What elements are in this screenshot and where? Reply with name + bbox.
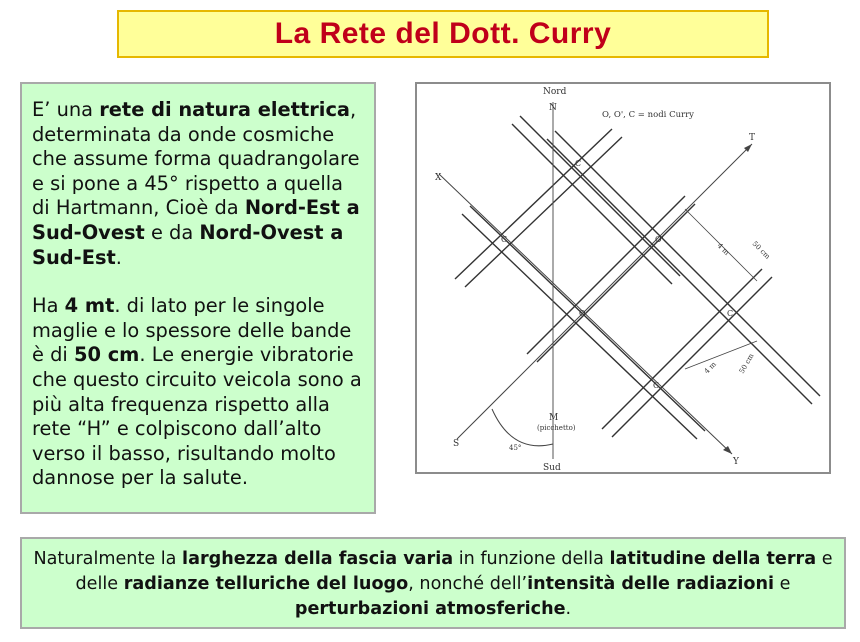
dim-4m-2: 4 m <box>702 360 718 376</box>
south-label: Sud <box>543 463 561 472</box>
curry-grid-diagram <box>415 82 831 474</box>
bold-text-run: latitudine della terra <box>609 549 817 569</box>
grid-lines <box>455 116 820 439</box>
band-ne-sw-1-a <box>455 129 612 279</box>
dim-50cm-2: 50 cm <box>737 352 756 375</box>
page-title: La Rete del Dott. Curry <box>274 17 612 50</box>
text-run: e <box>774 574 791 594</box>
band-nw-se-3-b <box>555 131 820 396</box>
text-run: . Le energie vibratorie che questo circuito veicola sono a più alta frequenza rispetto alla rete “H” e colpiscono dall’alto verso il basso, risultando molto dannose per la salute. <box>32 343 362 490</box>
text-run: E’ una <box>32 98 100 121</box>
text-run: . <box>565 599 572 619</box>
dim-4m-1: 4 m <box>715 241 731 257</box>
node-c-3: C <box>727 309 734 318</box>
text-run: Ha <box>32 294 65 318</box>
node-c-1: C <box>575 159 582 168</box>
node-c-2: C <box>501 235 508 244</box>
band-nw-se-3-a <box>547 139 812 404</box>
text-run: , nonché dell’ <box>408 574 528 594</box>
angle-label: 45° <box>509 444 522 452</box>
axis-s-t <box>457 144 752 439</box>
text-run: , determinata da onde cosmiche che assume forma quadrangolare e si pone a 45° rispetto a quella di Hartmann, Cioè da <box>32 98 360 220</box>
north-letter: N <box>549 103 557 113</box>
text-run: . di lato per le singole maglie e lo spessore delle bande è di <box>32 294 352 367</box>
north-label: Nord <box>543 87 567 97</box>
bold-text-run: Nord-Est a Sud-Ovest <box>32 196 360 244</box>
text-run: e delle <box>75 549 833 594</box>
compass-label: M <box>549 413 559 423</box>
label-t: T <box>749 133 756 143</box>
label-y: Y <box>733 457 739 467</box>
text-run: Naturalmente la <box>33 549 183 569</box>
bold-text-run: intensità delle radiazioni <box>527 574 775 594</box>
diagram-svg <box>417 84 829 472</box>
paragraph-2 <box>32 294 366 491</box>
dim-50cm-1: 50 cm <box>750 239 772 261</box>
band-ne-sw-1-b <box>465 137 622 287</box>
bold-text-run: radianze telluriche del luogo <box>123 574 409 594</box>
bold-text-run: 50 cm <box>73 343 140 367</box>
text-run: . <box>115 245 122 269</box>
description-panel <box>20 82 376 514</box>
label-s: S <box>453 439 460 449</box>
title-banner <box>117 10 769 58</box>
text-run: e da <box>144 220 200 244</box>
band-ne-sw-2-a <box>527 196 685 354</box>
band-nw-se-2-a <box>462 214 697 439</box>
bold-text-run: Nord-Ovest a Sud-Est <box>32 220 344 269</box>
node-o-prime: O' <box>655 235 664 244</box>
label-x: X <box>435 173 442 183</box>
bold-text-run: rete di natura elettrica <box>99 98 351 121</box>
bold-text-run: 4 mt <box>64 294 115 318</box>
paragraph-1 <box>32 98 366 270</box>
node-c-4: C <box>653 381 660 390</box>
legend-label: O, O', C = nodi Curry <box>602 110 694 120</box>
bold-text-run: larghezza della fascia varia <box>182 549 454 569</box>
footer-note-text <box>32 547 834 622</box>
text-run: in funzione della <box>453 549 610 569</box>
bold-text-run: perturbazioni atmosferiche <box>294 599 566 619</box>
band-ne-sw-3-a <box>602 269 762 429</box>
compass-sub: (picchetto) <box>537 424 576 432</box>
node-o: O <box>579 309 586 318</box>
footer-note-panel <box>20 537 846 629</box>
